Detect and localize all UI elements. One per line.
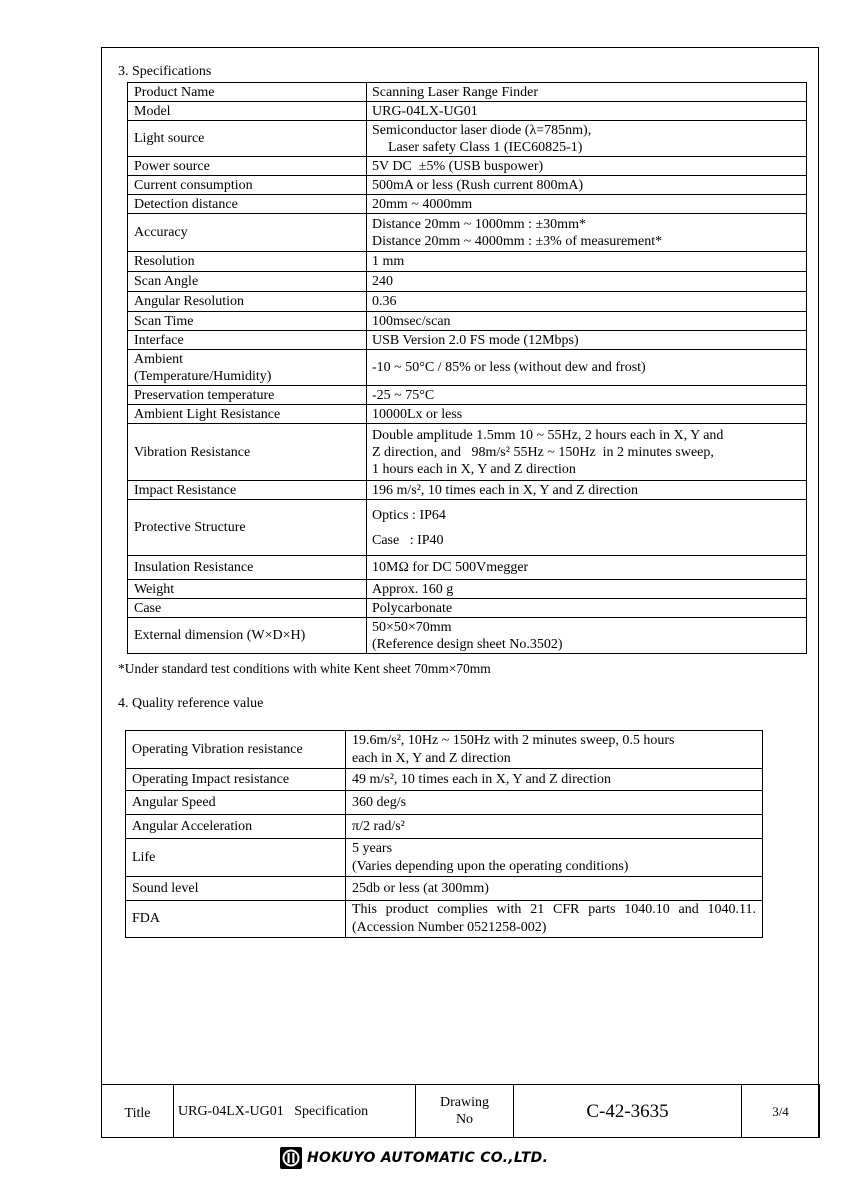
spec-section-title: 3. Specifications xyxy=(118,64,212,79)
quality-row xyxy=(126,769,763,791)
spec-value-line: 20mm ~ 4000mm xyxy=(372,196,473,212)
spec-row xyxy=(128,331,807,350)
spec-value xyxy=(367,500,807,556)
spec-value xyxy=(367,580,807,599)
quality-section-title: 4. Quality reference value xyxy=(118,696,264,711)
spec-value-line: 0.36 xyxy=(372,294,397,309)
quality-label: FDA xyxy=(126,901,346,938)
spec-value-line: (Reference design sheet No.3502) xyxy=(372,636,563,652)
spec-value-line: Scanning Laser Range Finder xyxy=(372,84,539,100)
title-label: Title xyxy=(102,1085,174,1138)
spec-value xyxy=(367,312,807,331)
spec-value-line: 50×50×70mm xyxy=(372,619,452,635)
spec-label: Angular Resolution xyxy=(128,292,367,312)
spec-value-line: -10 ~ 50°C / 85% or less (without dew and frost) xyxy=(372,360,646,375)
spec-label: Power source xyxy=(128,157,367,176)
spec-value-line: 10000Lx or less xyxy=(372,406,463,422)
spec-label: Vibration Resistance xyxy=(128,424,367,481)
spec-label: Protective Structure xyxy=(128,500,367,556)
quality-label: Life xyxy=(126,839,346,877)
drawing-label-line1: Drawing xyxy=(440,1095,489,1110)
spec-row xyxy=(128,386,807,405)
spec-row xyxy=(128,424,807,481)
spec-label: Ambient Light Resistance xyxy=(128,405,367,424)
spec-value-line: -25 ~ 75°C xyxy=(372,387,435,403)
spec-row xyxy=(128,618,807,654)
spec-row xyxy=(128,176,807,195)
quality-value: This product complies with 21 CFR parts 1040.10 and 1040.11. (Accession Number 0521258-002) xyxy=(346,901,763,938)
quality-value-line: 19.6m/s², 10Hz ~ 150Hz with 2 minutes sweep, 0.5 hours xyxy=(352,732,675,748)
spec-row xyxy=(128,405,807,424)
quality-value-line: (Varies depending upon the operating conditions) xyxy=(352,858,629,874)
quality-table xyxy=(125,730,763,938)
quality-row xyxy=(126,839,763,877)
spec-value-line: Polycarbonate xyxy=(372,600,453,616)
spec-label: Ambient (Temperature/Humidity) xyxy=(128,350,367,386)
spec-row xyxy=(128,580,807,599)
spec-value-line: Distance 20mm ~ 4000mm : ±3% of measurement* xyxy=(372,233,663,249)
spec-row xyxy=(128,83,807,102)
spec-label: Scan Angle xyxy=(128,272,367,292)
quality-value xyxy=(346,769,763,791)
quality-label: Sound level xyxy=(126,877,346,901)
quality-value xyxy=(346,839,763,877)
spec-value-line: Double amplitude 1.5mm 10 ~ 55Hz, 2 hours each in X, Y and xyxy=(372,427,724,443)
spec-row xyxy=(128,292,807,312)
quality-value xyxy=(346,877,763,901)
title-value: URG-04LX-UG01 Specification xyxy=(174,1085,416,1138)
spec-value-line: Case : IP40 xyxy=(372,532,444,548)
spec-label: Interface xyxy=(128,331,367,350)
spec-value xyxy=(367,386,807,405)
spec-label: Case xyxy=(128,599,367,618)
spec-row xyxy=(128,214,807,252)
quality-value-line: 49 m/s², 10 times each in X, Y and Z direction xyxy=(352,771,611,787)
spec-label: External dimension (W×D×H) xyxy=(128,618,367,654)
spec-label: Weight xyxy=(128,580,367,599)
spec-footnote: *Under standard test conditions with white Kent sheet 70mm×70mm xyxy=(118,661,491,676)
spec-value-line: URG-04LX-UG01 xyxy=(372,103,478,119)
spec-row xyxy=(128,350,807,386)
spec-label: Insulation Resistance xyxy=(128,556,367,580)
spec-value xyxy=(367,176,807,195)
spec-row xyxy=(128,599,807,618)
spec-value-line: Distance 20mm ~ 1000mm : ±30mm* xyxy=(372,216,586,232)
drawing-label-line2: No xyxy=(455,1112,474,1127)
spec-value xyxy=(367,424,807,481)
spec-value xyxy=(367,331,807,350)
spec-value-line: 5V DC ±5% (USB buspower) xyxy=(372,158,544,174)
spec-value-line: 500mA or less (Rush current 800mA) xyxy=(372,177,584,193)
spec-value-line: Laser safety Class 1 (IEC60825-1) xyxy=(388,139,583,155)
spec-label: Product Name xyxy=(128,83,367,102)
spec-row xyxy=(128,195,807,214)
quality-row xyxy=(126,791,763,815)
spec-value xyxy=(367,121,807,157)
spec-value-line: 1 hours each in X, Y and Z direction xyxy=(372,461,576,477)
spec-value-line: Optics : IP64 xyxy=(372,507,446,523)
quality-value-line: 5 years xyxy=(352,840,393,856)
spec-label: Current consumption xyxy=(128,176,367,195)
spec-value xyxy=(367,350,807,386)
spec-value xyxy=(367,102,807,121)
spec-row xyxy=(128,312,807,331)
spec-row xyxy=(128,500,807,556)
spec-row xyxy=(128,157,807,176)
company-name: HOKUYO AUTOMATIC CO.,LTD. xyxy=(307,1150,549,1166)
hokuyo-logo-icon xyxy=(279,1146,303,1170)
spec-value-line: USB Version 2.0 FS mode (12Mbps) xyxy=(372,332,579,348)
spec-row xyxy=(128,481,807,500)
spec-value xyxy=(367,618,807,654)
spec-value-line: 10MΩ for DC 500Vmegger xyxy=(372,560,529,575)
page-number: 3/4 xyxy=(742,1085,820,1138)
drawing-no-label xyxy=(416,1085,514,1138)
spec-label: Resolution xyxy=(128,252,367,272)
spec-value-line: 1 mm xyxy=(372,254,405,269)
quality-value-line: each in X, Y and Z direction xyxy=(352,750,511,766)
spec-row xyxy=(128,272,807,292)
spec-value xyxy=(367,556,807,580)
spec-table xyxy=(127,82,807,654)
spec-row xyxy=(128,252,807,272)
spec-label: Model xyxy=(128,102,367,121)
company-logo xyxy=(279,1145,548,1171)
spec-row xyxy=(128,102,807,121)
spec-value xyxy=(367,83,807,102)
quality-value-line: 25db or less (at 300mm) xyxy=(352,880,489,896)
spec-label: Scan Time xyxy=(128,312,367,331)
spec-value xyxy=(367,599,807,618)
quality-value xyxy=(346,731,763,769)
spec-value xyxy=(367,195,807,214)
quality-label: Operating Impact resistance xyxy=(126,769,346,791)
drawing-number: C-42-3635 xyxy=(514,1085,742,1138)
quality-row xyxy=(126,877,763,901)
title-block xyxy=(101,1084,820,1138)
quality-value-line: π/2 rad/s² xyxy=(352,818,405,834)
quality-value xyxy=(346,791,763,815)
spec-value xyxy=(367,292,807,312)
spec-value xyxy=(367,272,807,292)
spec-value xyxy=(367,481,807,500)
spec-value xyxy=(367,157,807,176)
quality-label: Angular Acceleration xyxy=(126,815,346,839)
quality-label: Angular Speed xyxy=(126,791,346,815)
spec-value-line: Z direction, and 98m/s² 55Hz ~ 150Hz in 2 minutes sweep, xyxy=(372,444,714,460)
quality-value-line: 360 deg/s xyxy=(352,794,407,810)
spec-value-line: 100msec/scan xyxy=(372,313,451,329)
spec-label: Preservation temperature xyxy=(128,386,367,405)
spec-label: Impact Resistance xyxy=(128,481,367,500)
quality-row xyxy=(126,901,763,938)
spec-value xyxy=(367,405,807,424)
spec-row xyxy=(128,121,807,157)
quality-row xyxy=(126,815,763,839)
spec-row xyxy=(128,556,807,580)
spec-value-line: Approx. 160 g xyxy=(372,581,454,597)
spec-label: Detection distance xyxy=(128,195,367,214)
quality-row xyxy=(126,731,763,769)
quality-label: Operating Vibration resistance xyxy=(126,731,346,769)
spec-value-line: 240 xyxy=(372,274,393,289)
spec-label: Accuracy xyxy=(128,214,367,252)
quality-value xyxy=(346,815,763,839)
spec-value-line: 196 m/s², 10 times each in X, Y and Z direction xyxy=(372,482,638,498)
spec-label: Light source xyxy=(128,121,367,157)
spec-value-line: Semiconductor laser diode (λ=785nm), xyxy=(372,122,592,138)
spec-value xyxy=(367,252,807,272)
spec-value xyxy=(367,214,807,252)
